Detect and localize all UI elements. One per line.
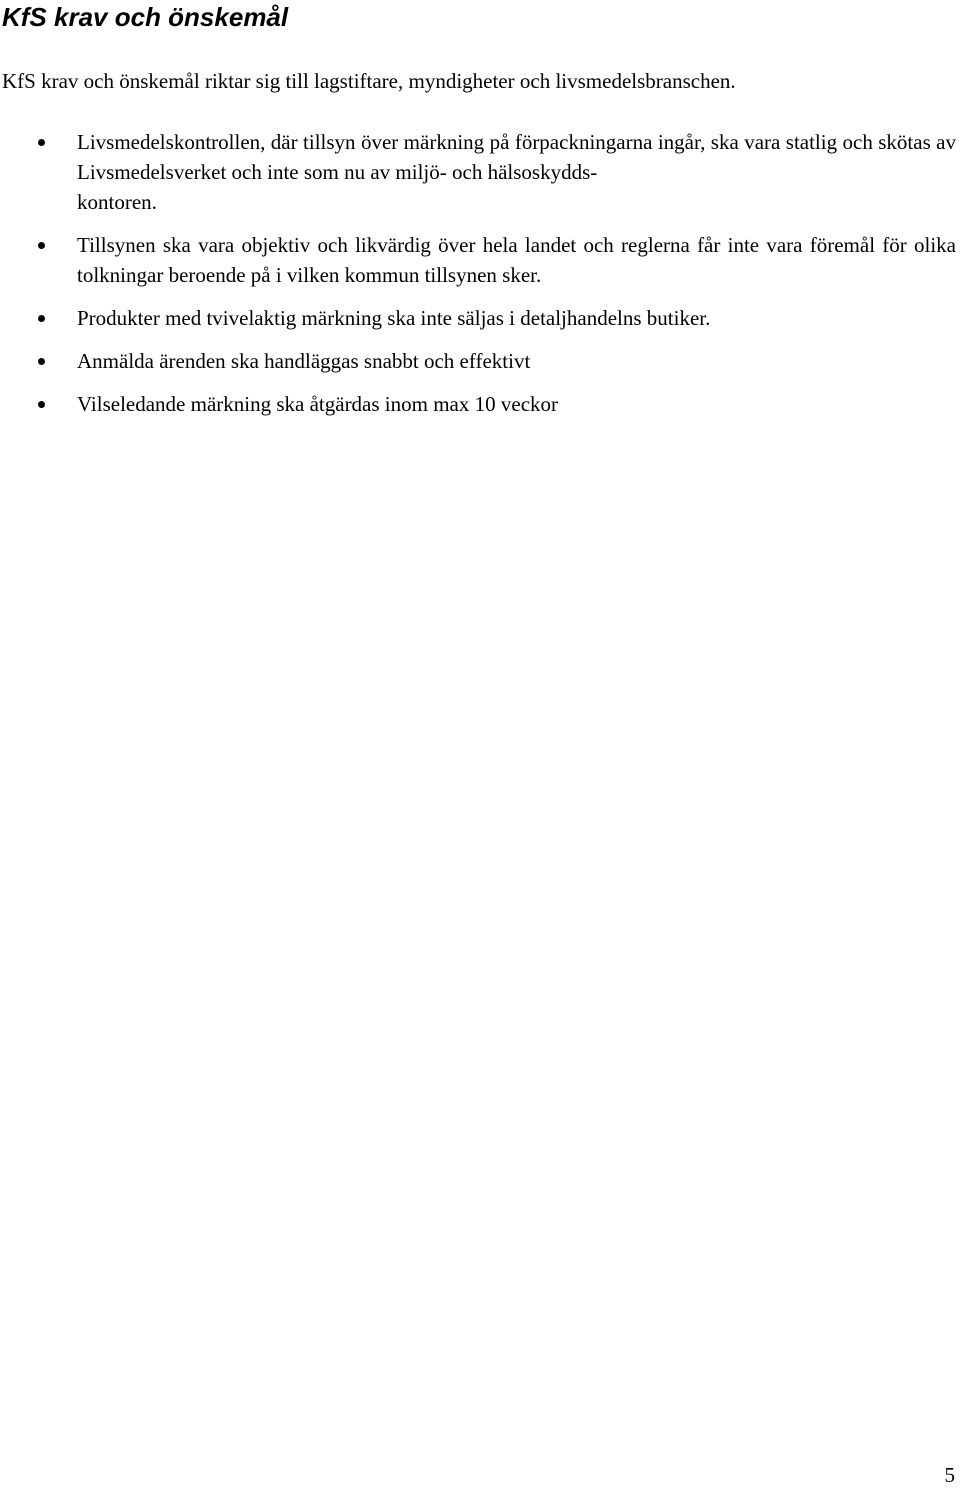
bullet-icon xyxy=(38,139,45,146)
bullet-icon xyxy=(38,315,45,322)
list-item-text: Produkter med tvivelaktig märkning ska inte säljas i detaljhandelns butiker. xyxy=(77,306,711,330)
bullet-icon xyxy=(38,242,45,249)
demands-list xyxy=(0,127,960,432)
list-item xyxy=(0,230,960,290)
list-item xyxy=(0,389,960,419)
bullet-icon xyxy=(38,358,45,365)
bullet-icon xyxy=(38,401,45,408)
section-heading: KfS krav och önskemål xyxy=(2,2,289,32)
page-number: 5 xyxy=(944,1463,955,1487)
intro-paragraph: KfS krav och önskemål riktar sig till lagstiftare, myndigheter och livsmedelsbranschen. xyxy=(2,69,736,93)
list-item xyxy=(0,127,960,217)
list-item-text: Anmälda ärenden ska handläggas snabbt och effektivt xyxy=(77,349,531,373)
list-item-text: Livsmedelskontrollen, där tillsyn över märkning på förpackningarna ingår, ska vara statlig och skötas av Livsmedelsverket och inte som nu av miljö- och hälsoskydds- kontoren. xyxy=(77,130,956,214)
list-item xyxy=(0,303,960,333)
list-item-text: Tillsynen ska vara objektiv och likvärdig över hela landet och reglerna får inte vara föremål för olika tolkningar beroende på i vilken kommun tillsynen sker. xyxy=(77,233,956,287)
list-item xyxy=(0,346,960,376)
list-item-text: Vilseledande märkning ska åtgärdas inom max 10 veckor xyxy=(77,392,559,416)
